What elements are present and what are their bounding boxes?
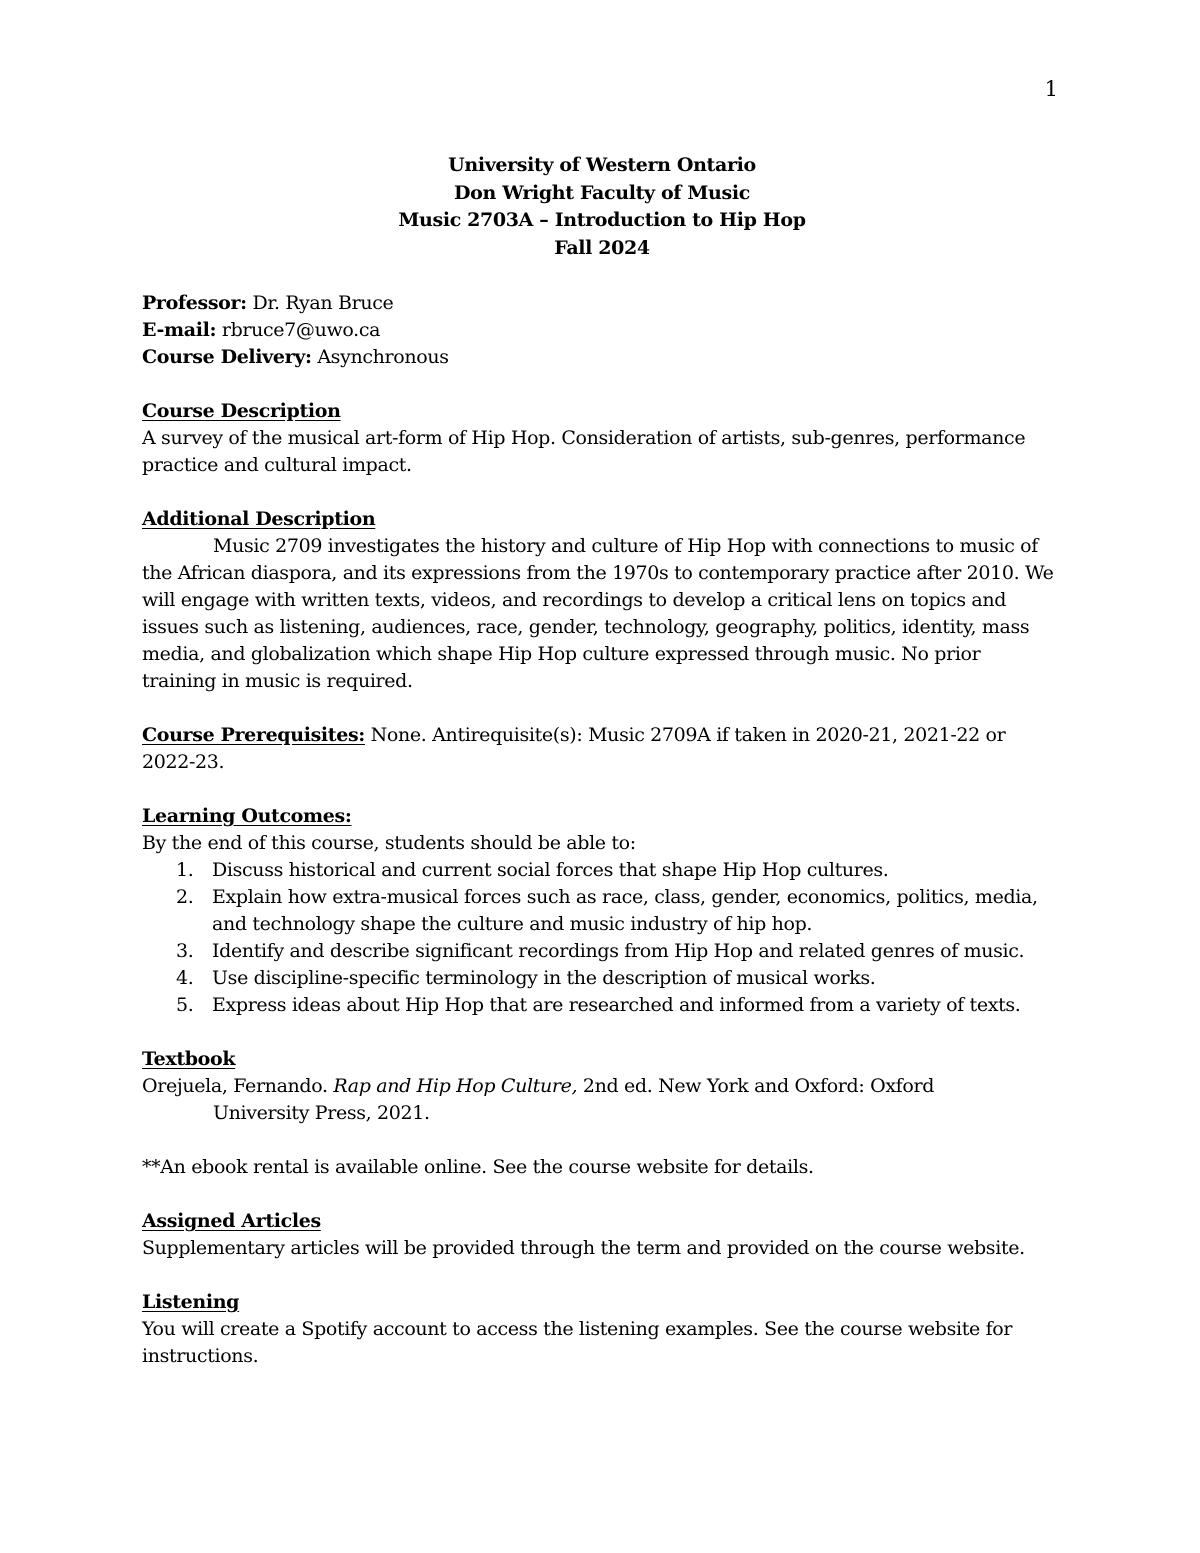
assigned-articles-heading: Assigned Articles xyxy=(142,1210,321,1232)
delivery-value: Asynchronous xyxy=(311,346,449,368)
textbook-author: Orejuela, Fernando. xyxy=(142,1075,334,1097)
list-item-number: 2. xyxy=(176,886,194,908)
textbook-note: **An ebook rental is available online. See the course website for details. xyxy=(142,1156,814,1178)
university-name: University of Western Ontario xyxy=(448,154,756,176)
delivery-label: Course Delivery: xyxy=(142,346,312,368)
textbook-citation-line-2: University Press, 2021. xyxy=(213,1102,430,1124)
professor-label: Professor: xyxy=(142,292,247,314)
prerequisites-line-2: 2022-23. xyxy=(142,751,225,773)
learning-outcomes-intro: By the end of this course, students should be able to: xyxy=(142,832,636,854)
page-content xyxy=(142,152,1062,1370)
additional-description-heading: Additional Description xyxy=(142,508,376,530)
list-item-number: 3. xyxy=(176,940,194,962)
email-value: rbruce7@uwo.ca xyxy=(216,319,381,341)
list-item xyxy=(142,965,1062,992)
prerequisites-heading: Course Prerequisites: xyxy=(142,724,365,746)
page-number: 1 xyxy=(1044,77,1058,101)
professor-value: Dr. Ryan Bruce xyxy=(246,292,394,314)
list-item-number: 1. xyxy=(176,859,194,881)
delivery-line xyxy=(142,344,1062,371)
list-item-number: 5. xyxy=(176,994,194,1016)
list-item-text: Express ideas about Hip Hop that are researched and informed from a variety of texts. xyxy=(212,994,1021,1016)
listening-heading: Listening xyxy=(142,1291,240,1313)
prerequisites-text: None. Antirequisite(s): Music 2709A if taken in 2020-21, 2021-22 or xyxy=(364,724,1006,746)
list-item-text: and technology shape the culture and music industry of hip hop. xyxy=(212,913,813,935)
learning-outcomes-heading: Learning Outcomes: xyxy=(142,805,352,827)
faculty-name: Don Wright Faculty of Music xyxy=(454,181,750,204)
list-item-number: 4. xyxy=(176,967,194,989)
additional-description-line: will engage with written texts, videos, and recordings to develop a critical lens on topics and xyxy=(142,589,1007,611)
course-description-line: practice and cultural impact. xyxy=(142,454,412,476)
email-label: E-mail: xyxy=(142,319,217,341)
prerequisites-line xyxy=(142,722,1062,749)
additional-description-line: media, and globalization which shape Hip Hop culture expressed through music. No prior xyxy=(142,643,981,665)
additional-description-line: training in music is required. xyxy=(142,670,413,692)
list-item xyxy=(142,884,1062,938)
document-header xyxy=(142,152,1062,262)
list-item xyxy=(142,938,1062,965)
listening-text: instructions. xyxy=(142,1345,259,1367)
additional-description-line: Music 2709 investigates the history and culture of Hip Hop with connections to music of xyxy=(213,535,1038,557)
email-line xyxy=(142,317,1062,344)
textbook-citation xyxy=(142,1073,1062,1100)
course-description-heading: Course Description xyxy=(142,400,341,422)
textbook-title: Rap and Hip Hop Culture, xyxy=(333,1075,578,1097)
learning-outcomes-list xyxy=(142,857,1062,1019)
additional-description-line: issues such as listening, audiences, race, gender, technology, geography, politics, identity, mass xyxy=(142,616,1030,638)
listening-text: You will create a Spotify account to access the listening examples. See the course website for xyxy=(142,1318,1013,1340)
list-item-text: Use discipline-specific terminology in the description of musical works. xyxy=(212,967,876,989)
additional-description-line: the African diaspora, and its expressions from the 1970s to contemporary practice after 2010. We xyxy=(142,562,1054,584)
textbook-heading: Textbook xyxy=(142,1048,236,1070)
professor-line xyxy=(142,290,1062,317)
list-item-text: Explain how extra-musical forces such as race, class, gender, economics, politics, media, xyxy=(212,886,1038,908)
list-item xyxy=(142,992,1062,1019)
course-description-line: A survey of the musical art-form of Hip Hop. Consideration of artists, sub-genres, performance xyxy=(142,427,1026,449)
list-item-text: Discuss historical and current social forces that shape Hip Hop cultures. xyxy=(212,859,889,881)
course-title: Music 2703A – Introduction to Hip Hop xyxy=(398,209,806,231)
textbook-edition: 2nd ed. New York and Oxford: Oxford xyxy=(577,1075,935,1097)
course-term: Fall 2024 xyxy=(554,236,650,259)
assigned-articles-text: Supplementary articles will be provided through the term and provided on the course website. xyxy=(142,1237,1025,1259)
list-item-text: Identify and describe significant recordings from Hip Hop and related genres of music. xyxy=(212,940,1025,962)
list-item xyxy=(142,857,1062,884)
